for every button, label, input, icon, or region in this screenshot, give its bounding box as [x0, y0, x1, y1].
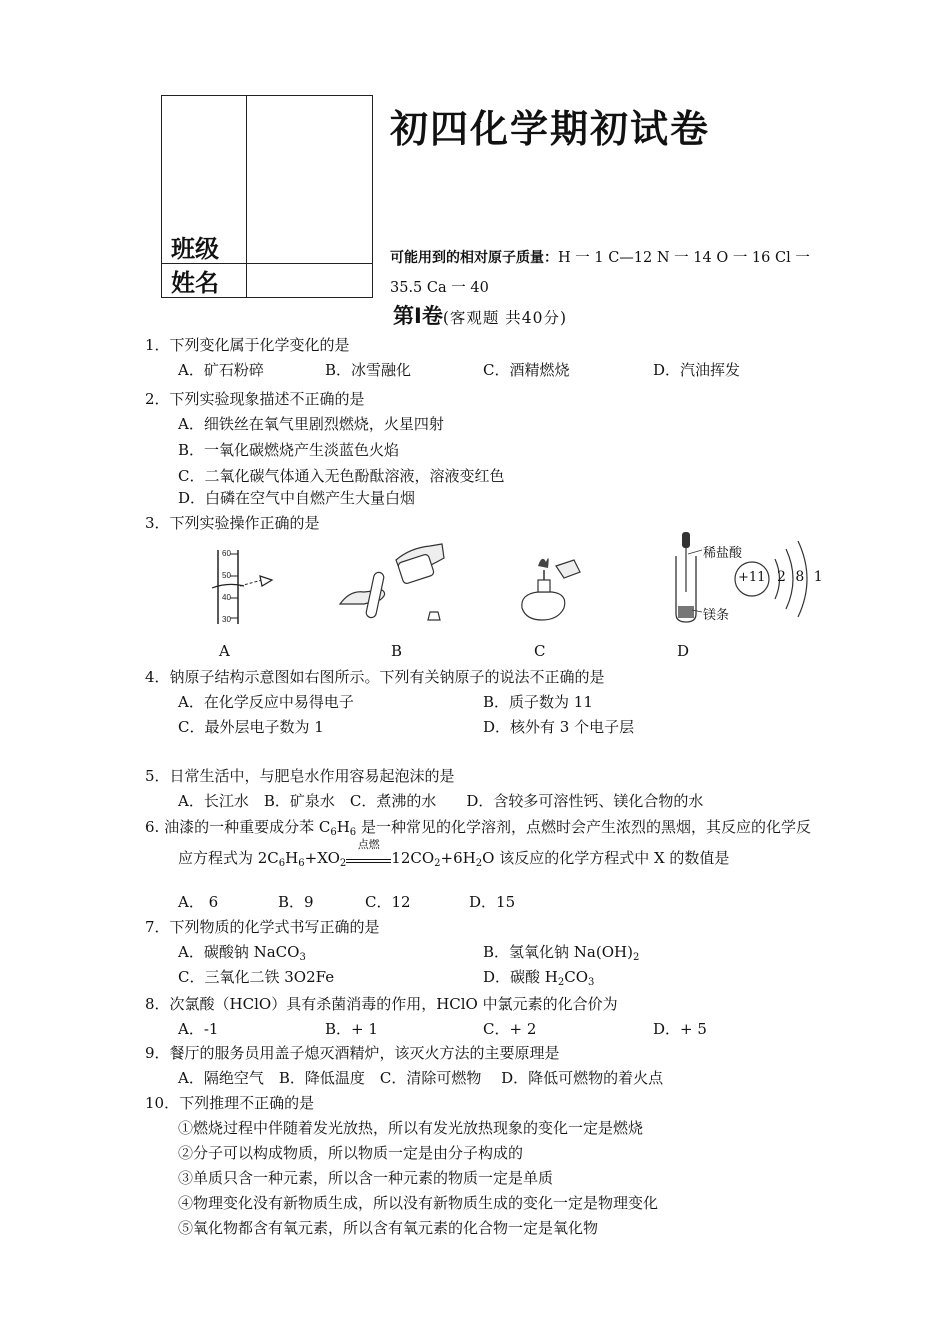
atomic-mass-values: H 一 1 C—12 N 一 14 O 一 16 Cl 一	[558, 250, 810, 266]
q6-stem-part-1: 6. 油漆的一种重要成分苯 C	[145, 818, 331, 836]
q6-sub-6a: 6	[330, 827, 337, 838]
q10-statement-1: ①燃烧过程中伴随着发光放热，所以有发光放热现象的变化一定是燃烧	[178, 1119, 644, 1137]
q6-equation-line	[178, 838, 730, 869]
atomic-mass-line-2: 35.5 Ca 一 40	[390, 280, 489, 296]
atom-electron-shells: 2 8 1	[777, 569, 823, 585]
q9-options: A．隔绝空气 B．降低温度 C．清除可燃物 D．降低可燃物的着火点	[178, 1069, 664, 1087]
q2-option-d: D．白磷在空气中自燃产生大量白烟	[178, 489, 416, 507]
q4-option-d: D．核外有 3 个电子层	[483, 718, 635, 736]
scale-mark-40: 40	[222, 593, 231, 602]
q7-d-text: D．碳酸 H	[483, 968, 558, 986]
question-7-stem: 7．下列物质的化学式书写正确的是	[145, 918, 380, 936]
figure-label-c: C	[534, 642, 546, 660]
q6-stem-part-3: 是一种常见的化学溶剂，点燃时会产生浓烈的黑烟，其反应的化学反	[356, 818, 811, 836]
q1-option-b: B．冰雪融化	[325, 361, 412, 379]
figure-b-pouring-liquid	[330, 538, 450, 630]
flame-icon	[538, 558, 549, 568]
question-9-stem: 9．餐厅的服务员用盖子熄灭酒精炉，该灭火方法的主要原理是	[145, 1044, 560, 1062]
q6-option-c: C．12	[365, 893, 411, 911]
q7-d-sub-2: 3	[588, 977, 595, 988]
q7-a-sub: 3	[299, 952, 306, 963]
figure-a-cylinder-reading	[200, 542, 280, 627]
q7-option-a	[178, 941, 306, 962]
q5-options: A．长江水 B．矿泉水 C．煮沸的水 D．含较多可溶性钙、镁化合物的水	[178, 792, 704, 810]
question-3-stem: 3．下列实验操作正确的是	[145, 514, 320, 532]
question-2-stem: 2．下列实验现象描述不正确的是	[145, 390, 365, 408]
figure-label-d: D	[677, 642, 690, 660]
figure-c-alcohol-lamp	[508, 548, 588, 630]
question-8-stem: 8．次氯酸（HClO）具有杀菌消毒的作用，HClO 中氯元素的化合价为	[145, 995, 618, 1013]
scale-mark-50: 50	[222, 571, 231, 580]
q7-d-sub-1: 2	[557, 977, 565, 988]
figure-label-a: A	[219, 642, 230, 660]
q6-eq-sub-3: 2	[339, 858, 347, 869]
q6-eq-sub-5: 2	[475, 858, 483, 869]
question-6-stem	[145, 816, 811, 837]
q7-option-c: C．三氧化二铁 3O2Fe	[178, 968, 335, 986]
q10-statement-4: ④物理变化没有新物质生成，所以没有新物质生成的变化一定是物理变化	[178, 1194, 659, 1212]
question-10-stem: 10．下列推理不正确的是	[145, 1094, 315, 1112]
q6-option-a: A． 6	[178, 893, 219, 911]
q4-option-c: C．最外层电子数为 1	[178, 718, 324, 736]
name-label: 姓名	[171, 269, 219, 297]
q7-a-text: A．碳酸钠 NaCO	[178, 943, 300, 961]
q7-option-d	[483, 966, 594, 987]
q10-statement-3: ③单质只含一种元素，所以含一种元素的物质一定是单质	[178, 1169, 554, 1187]
q7-b-sub: 2	[632, 952, 640, 963]
page-title: 初四化学期初试卷	[390, 107, 711, 151]
q7-d-mid: CO	[564, 968, 589, 986]
q4-option-a: A．在化学反应中易得电子	[178, 693, 354, 711]
q10-statement-5: ⑤氧化物都含有氧元素，所以含有氧元素的化合物一定是氧化物	[178, 1219, 599, 1237]
q2-option-b: B．一氧化碳燃烧产生淡蓝色火焰	[178, 441, 400, 459]
class-label: 班级	[171, 235, 219, 263]
q6-eq-post: 12CO	[391, 849, 435, 867]
q6-eq-end: O 该反应的化学方程式中 X 的数值是	[482, 849, 730, 867]
q6-sub-6b: 6	[349, 827, 357, 838]
atom-nucleus-charge: +11	[738, 570, 766, 585]
label-dilute-hcl: 稀盐酸	[703, 546, 743, 561]
q4-option-b: B．质子数为 11	[483, 693, 593, 711]
question-5-stem: 5．日常生活中，与肥皂水作用容易起泡沫的是	[145, 767, 455, 785]
q6-eq-h: H	[285, 849, 299, 867]
atomic-mass-line-1	[390, 246, 810, 267]
q6-eq-tail: +6H	[440, 849, 476, 867]
q10-statement-2: ②分子可以构成物质，所以物质一定是由分子构成的	[178, 1144, 524, 1162]
q1-option-d: D．汽油挥发	[653, 361, 741, 379]
q6-eq-sub-4: 2	[434, 858, 441, 869]
q8-option-b: B．+ 1	[325, 1020, 378, 1038]
q6-reaction-arrow	[346, 838, 391, 863]
q7-option-b	[483, 941, 639, 962]
section-title: 第Ⅰ卷	[393, 304, 443, 328]
q6-option-d: D．15	[469, 893, 516, 911]
q1-option-a: A．矿石粉碎	[178, 361, 264, 379]
table-divider-vertical	[246, 96, 247, 297]
label-magnesium-strip: 镁条	[703, 608, 730, 623]
q2-option-c: C．二氧化碳气体通入无色酚酞溶液，溶液变红色	[178, 467, 505, 485]
figure-label-b: B	[391, 642, 403, 660]
q1-option-c: C．酒精燃烧	[483, 361, 570, 379]
q8-option-c: C．+ 2	[483, 1020, 537, 1038]
q6-eq-pre: 应方程式为 2C	[178, 849, 279, 867]
section-subtitle: (客观题 共40分)	[442, 309, 568, 327]
question-1-stem: 1．下列变化属于化学变化的是	[145, 336, 350, 354]
q6-stem-part-2: H	[336, 818, 350, 836]
q6-eq-sub-1: 6	[278, 858, 286, 869]
q6-eq-sub-2: 6	[298, 858, 305, 869]
section-heading	[393, 300, 567, 330]
q8-option-a: A．-1	[178, 1020, 219, 1038]
eye-icon	[260, 576, 272, 586]
bottle-stopper-icon	[428, 612, 440, 620]
q7-b-text: B．氢氧化钠 Na(OH)	[483, 943, 633, 961]
question-4-stem: 4．钠原子结构示意图如右图所示。下列有关钠原子的说法不正确的是	[145, 668, 605, 686]
scale-mark-60: 60	[222, 549, 231, 558]
q6-eq-mid: +XO	[304, 849, 340, 867]
q8-option-d: D．+ 5	[653, 1020, 707, 1038]
atomic-mass-label: 可能用到的相对原子质量：	[390, 250, 558, 266]
q2-option-a: A．细铁丝在氧气里剧烈燃烧，火星四射	[178, 415, 444, 433]
q6-reaction-condition: 点燃	[357, 838, 380, 851]
scale-mark-30: 30	[222, 615, 231, 624]
student-info-table	[161, 95, 373, 298]
q6-option-b: B．9	[278, 893, 314, 911]
